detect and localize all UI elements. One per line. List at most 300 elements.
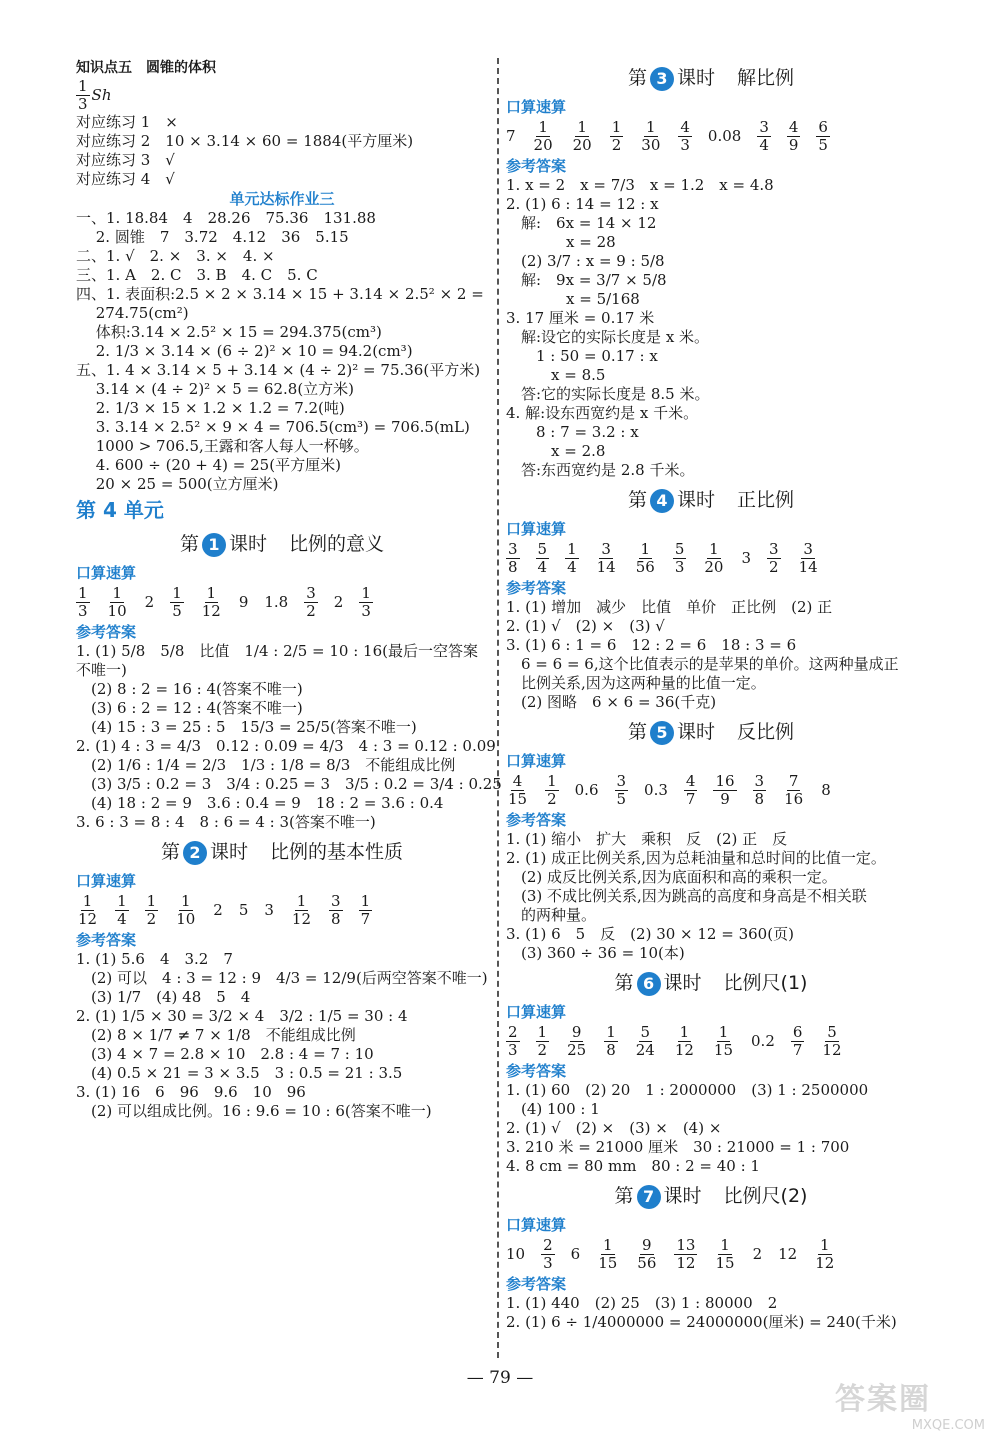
denominator: 2 — [547, 790, 557, 808]
oral-fraction — [813, 1237, 836, 1272]
denominator: 56 — [637, 1254, 657, 1272]
answer-line: x = 2.8 — [506, 442, 606, 460]
answer-line: 1. (1) 缩小 扩大 乘积 反 (2) 正 反 — [506, 830, 788, 848]
left-lessons — [76, 528, 502, 1121]
numerator: 4 — [788, 118, 799, 136]
numerator: 1 — [537, 1023, 548, 1041]
numerator: 1 — [640, 540, 651, 558]
numerator: 3 — [508, 540, 518, 558]
denominator: 56 — [635, 558, 655, 576]
oral-value: 2 — [213, 901, 223, 919]
denominator: 7 — [792, 1041, 803, 1059]
oral-fraction — [713, 1237, 736, 1272]
answer-line: 6 = 6 = 6,这个比值表示的是苹果的单价。这两种量成正 — [506, 655, 899, 673]
unit-test-answers — [76, 209, 488, 494]
numerator: 1 — [112, 584, 122, 602]
oral-fraction — [596, 1237, 619, 1272]
numerator: 1 — [709, 540, 719, 558]
oral-fraction — [797, 541, 820, 576]
answer-line: 一、1. 18.84 4 28.26 75.36 131.88 — [76, 209, 376, 227]
lesson-unit-word: 课时 — [676, 489, 715, 511]
watermark-logo: 答案圈 MXQE.COM — [835, 1382, 985, 1433]
answer-line: 3. (1) 6 : 1 = 6 12 : 2 = 6 18 : 3 = 6 — [506, 636, 797, 654]
numerator: 5 — [537, 540, 548, 558]
answer-line: 不唯一) — [76, 661, 127, 679]
oral-value: 2 — [752, 1245, 763, 1263]
numerator: 4 — [680, 118, 690, 136]
denominator: 2 — [611, 136, 622, 154]
numerator: 1 — [567, 540, 577, 558]
lesson-header — [506, 62, 916, 94]
volume-formula: 1 3 Sh — [78, 77, 112, 113]
answer-line: (3) 不成比例关系,因为跳高的高度和身高是不相关联 — [506, 887, 867, 905]
numerator: 1 — [361, 584, 371, 602]
oral-fraction — [782, 773, 805, 808]
lesson-number-badge: 7 — [637, 1185, 661, 1209]
lesson-unit-word: 课时 — [663, 972, 702, 994]
numerator: 3 — [331, 892, 341, 910]
lesson-prefix: 第 — [627, 489, 647, 511]
answer-line: (3) 4 × 7 = 2.8 × 10 2.8 : 4 = 7 : 10 — [76, 1045, 374, 1063]
numerator: 3 — [306, 584, 316, 602]
denominator: 12 — [676, 1254, 696, 1272]
denominator: 5 — [172, 602, 182, 620]
oral-value: 0.6 — [574, 781, 599, 799]
answer-line: 4. 解:设东西宽约是 x 千米。 — [506, 404, 699, 422]
numerator: 3 — [754, 772, 765, 790]
answer-label: 参考答案 — [506, 811, 567, 829]
oral-fraction — [571, 119, 594, 154]
answer-line: 2. (1) 6 ÷ 1/4000000 = 24000000(厘米) = 240(千米) — [506, 1313, 897, 1331]
denominator: 4 — [117, 910, 127, 928]
denominator: 4 — [759, 136, 769, 154]
answer-line: (2) 成反比例关系,因为底面积和高的乘积一定。 — [506, 868, 837, 886]
answer-line: 解: 6x = 14 × 12 — [506, 214, 657, 232]
answer-line: 的两种量。 — [506, 906, 597, 924]
lesson-number-badge: 2 — [183, 841, 207, 865]
oral-fraction — [506, 1024, 520, 1059]
lesson-header — [506, 967, 916, 999]
denominator: 5 — [818, 136, 828, 154]
lesson-prefix: 第 — [627, 721, 647, 743]
answer-label: 参考答案 — [506, 1062, 567, 1080]
numerator: 1 — [646, 118, 656, 136]
oral-value: 0.2 — [751, 1032, 775, 1050]
left-column — [76, 58, 502, 1121]
denominator: 7 — [360, 910, 371, 928]
oral-fraction — [595, 541, 618, 576]
answer-line: 2. 1/3 × 15 × 1.2 × 1.2 = 7.2(吨) — [76, 399, 345, 417]
oral-fraction — [532, 119, 555, 154]
numerator: 4 — [512, 772, 523, 790]
numerator: 2 — [543, 1236, 553, 1254]
answer-line: 8 : 7 = 3.2 : x — [506, 423, 639, 441]
answer-block — [506, 830, 916, 963]
answer-line: 1. (1) 5.6 4 3.2 7 — [76, 950, 233, 968]
denominator: 20 — [533, 136, 553, 154]
numerator: 9 — [571, 1023, 582, 1041]
answer-line: (4) 18 : 2 = 9 3.6 : 0.4 = 9 18 : 2 = 3.6 : 0.4 — [76, 794, 444, 812]
denominator: 3 — [361, 602, 371, 620]
denominator: 12 — [815, 1254, 835, 1272]
lesson-header — [76, 528, 488, 560]
lesson-unit-word: 课时 — [228, 533, 267, 555]
answer-line: 2. (1) 1/5 × 30 = 3/2 × 4 3/2 : 1/5 = 30 : 4 — [76, 1007, 408, 1025]
oral-calc-label: 口算速算 — [506, 1003, 567, 1021]
lesson-prefix: 第 — [627, 67, 647, 89]
denominator: 8 — [331, 910, 341, 928]
answer-line: 3. 3.14 × 2.5² × 9 × 4 = 706.5(cm³) = 706.5(mL) — [76, 418, 470, 436]
right-column — [506, 58, 916, 1332]
numerator: 1 — [206, 584, 217, 602]
lesson-number-badge: 3 — [650, 67, 674, 91]
answer-line: (2) 1/6 : 1/4 = 2/3 1/3 : 1/8 = 8/3 不能组成比例 — [76, 756, 456, 774]
oral-fraction — [536, 541, 550, 576]
answer-line: (3) 6 : 2 = 12 : 4(答案不唯一) — [76, 699, 303, 717]
answer-line: x = 5/168 — [506, 290, 640, 308]
oral-fraction — [639, 119, 662, 154]
oral-fraction — [290, 893, 313, 928]
answer-label: 参考答案 — [76, 623, 137, 641]
lesson-title: 比例的意义 — [289, 533, 385, 555]
oral-fraction — [767, 541, 781, 576]
answer-line: 2. 1/3 × 3.14 × (6 ÷ 2)² × 10 = 94.2(cm³) — [76, 342, 413, 360]
answer-line: 五、1. 4 × 3.14 × 5 + 3.14 × (4 ÷ 2)² = 75.36(平方米) — [76, 361, 481, 379]
answer-line: (3) 360 ÷ 36 = 10(本) — [506, 944, 685, 962]
answer-label: 参考答案 — [506, 157, 567, 175]
practice-list — [76, 113, 488, 189]
oral-fraction — [787, 119, 801, 154]
denominator: 9 — [720, 790, 730, 808]
answer-line: (3) 1/7 (4) 48 5 4 — [76, 988, 251, 1006]
numerator: 6 — [818, 118, 828, 136]
oral-calc-row — [76, 585, 488, 620]
practice-line: 对应练习 1 × — [76, 113, 178, 131]
lesson-unit-word: 课时 — [663, 1185, 702, 1207]
denominator: 2 — [537, 1041, 548, 1059]
oral-fraction — [702, 541, 725, 576]
denominator: 8 — [508, 558, 518, 576]
answer-line: 2. (1) 6 : 14 = 12 : x — [506, 195, 659, 213]
answer-line: 4. 8 cm = 80 mm 80 : 2 = 40 : 1 — [506, 1157, 760, 1175]
denominator: 4 — [537, 558, 548, 576]
answer-line: 三、1. A 2. C 3. B 4. C 5. C — [76, 266, 318, 284]
numerator: 7 — [788, 772, 799, 790]
oral-value: 0.3 — [644, 781, 668, 799]
practice-line: 对应练习 2 10 × 3.14 × 60 = 1884(平方厘米) — [76, 132, 414, 150]
answer-line: 答:东西宽约是 2.8 千米。 — [506, 461, 695, 479]
oral-fraction — [820, 1024, 843, 1059]
answer-block — [506, 598, 916, 712]
answer-block — [76, 642, 502, 832]
column-divider — [497, 58, 499, 1358]
answer-label: 参考答案 — [506, 579, 567, 597]
denominator: 2 — [146, 910, 157, 928]
numerator: 3 — [616, 772, 627, 790]
answer-line: 2. (1) √ (2) × (3) √ — [506, 617, 665, 635]
right-lessons — [506, 62, 916, 1332]
answer-line: 1. (1) 增加 减少 比值 单价 正比例 (2) 正 — [506, 598, 833, 616]
lesson-header — [506, 1180, 916, 1212]
answer-line: 解:设它的实际长度是 x 米。 — [506, 328, 710, 346]
oral-fraction — [536, 1024, 550, 1059]
practice-line: 对应练习 4 √ — [76, 170, 175, 188]
oral-fraction — [615, 773, 629, 808]
practice-line: 对应练习 3 √ — [76, 151, 175, 169]
oral-calc-label: 口算速算 — [506, 752, 567, 770]
denominator: 25 — [567, 1041, 587, 1059]
numerator: 5 — [640, 1023, 651, 1041]
oral-calc-row — [506, 773, 916, 808]
answer-line: 解: 9x = 3/7 × 5/8 — [506, 271, 667, 289]
numerator: 3 — [803, 540, 813, 558]
denominator: 20 — [572, 136, 592, 154]
denominator: 15 — [713, 1041, 734, 1059]
denominator: 12 — [201, 602, 221, 620]
numerator: 1 — [606, 1023, 616, 1041]
oral-fraction — [506, 773, 529, 808]
denominator: 4 — [567, 558, 577, 576]
lesson-number-badge: 1 — [202, 533, 226, 557]
oral-value: 3 — [264, 901, 274, 919]
lesson-title: 反比例 — [737, 721, 795, 743]
oral-fraction — [712, 1024, 735, 1059]
lesson-number-badge: 5 — [650, 721, 674, 745]
denominator: 16 — [784, 790, 804, 808]
answer-line: 1 : 50 = 0.17 : x — [506, 347, 658, 365]
oral-value: 0.08 — [707, 127, 742, 145]
numerator: 5 — [674, 540, 685, 558]
oral-value: 6 — [570, 1245, 581, 1263]
answer-line: 四、1. 表面积:2.5 × 2 × 3.14 × 15 + 3.14 × 2.5² × 2 = — [76, 285, 484, 303]
answer-line: (4) 15 : 3 = 25 : 5 15/3 = 25/5(答案不唯一) — [76, 718, 417, 736]
numerator: 1 — [360, 892, 371, 910]
answer-line: 4. 600 ÷ (20 + 4) = 25(平方厘米) — [76, 456, 341, 474]
oral-calc-label: 口算速算 — [506, 520, 567, 538]
oral-fraction — [76, 585, 90, 620]
numerator: 1 — [146, 892, 157, 910]
denominator: 12 — [674, 1041, 694, 1059]
oral-value: 12 — [778, 1245, 798, 1263]
answer-line: (2) 8 : 2 = 16 : 4(答案不唯一) — [76, 680, 303, 698]
answer-line: 1000 > 706.5,王露和客人每人一杯够。 — [76, 437, 369, 455]
unit-test-title: 单元达标作业三 — [229, 190, 335, 208]
answer-line: (2) 3/7 : x = 9 : 5/8 — [506, 252, 665, 270]
denominator: 15 — [508, 790, 528, 808]
lesson-unit-word: 课时 — [676, 67, 715, 89]
numerator: 1 — [720, 1236, 730, 1254]
oral-calc-row — [506, 1024, 916, 1059]
oral-fraction — [635, 1237, 658, 1272]
numerator: 3 — [769, 540, 779, 558]
oral-fraction — [791, 1024, 805, 1059]
oral-calc-label: 口算速算 — [76, 564, 137, 582]
answer-line: 20 × 25 = 500(立方厘米) — [76, 475, 279, 493]
answer-block — [506, 176, 916, 480]
oral-fraction — [604, 1024, 618, 1059]
answer-line: 比例关系,因为这两种量的比值一定。 — [506, 674, 766, 692]
oral-fraction — [76, 893, 99, 928]
denominator: 12 — [291, 910, 312, 928]
denominator: 14 — [596, 558, 616, 576]
oral-fraction — [757, 119, 771, 154]
topic-title: 知识点五 圆锥的体积 — [76, 60, 216, 76]
numerator: 16 — [715, 772, 735, 790]
oral-fraction — [753, 773, 767, 808]
oral-fraction — [545, 773, 559, 808]
numerator: 6 — [792, 1023, 803, 1041]
oral-calc-label: 口算速算 — [506, 98, 567, 116]
answer-label: 参考答案 — [506, 1275, 567, 1293]
unit-title: 第 4 单元 — [76, 498, 164, 522]
numerator: 1 — [296, 892, 307, 910]
denominator: 10 — [107, 602, 127, 620]
answer-line: 1. x = 2 x = 7/3 x = 1.2 x = 4.8 — [506, 176, 774, 194]
answer-line: 3. (1) 6 5 反 (2) 30 × 12 = 360(页) — [506, 925, 794, 943]
oral-fraction — [359, 585, 373, 620]
numerator: 1 — [172, 584, 182, 602]
oral-fraction — [200, 585, 223, 620]
lesson-header — [506, 716, 916, 748]
oral-fraction — [506, 541, 520, 576]
denominator: 15 — [598, 1254, 618, 1272]
denominator: 3 — [78, 602, 88, 620]
answer-line: 二、1. √ 2. × 3. × 4. × — [76, 247, 275, 265]
answer-block — [76, 950, 488, 1121]
answer-block — [506, 1081, 916, 1176]
answer-line: 3. 17 厘米 = 0.17 米 — [506, 309, 655, 327]
oral-value: 2 — [333, 593, 344, 611]
oral-fraction — [541, 1237, 555, 1272]
answer-line: 2. (1) 4 : 3 = 4/3 0.12 : 0.09 = 4/3 4 : 3 = 0.12 : 0.09 — [76, 737, 496, 755]
oral-calc-label: 口算速算 — [506, 1216, 567, 1234]
denominator: 20 — [704, 558, 724, 576]
answer-line: 3.14 × (4 ÷ 2)² × 5 = 62.8(立方米) — [76, 380, 355, 398]
numerator: 9 — [642, 1236, 652, 1254]
page-number: — 79 — — [466, 1368, 534, 1388]
denominator: 12 — [78, 910, 98, 928]
oral-fraction — [145, 893, 159, 928]
lesson-title: 比例尺(2) — [723, 1185, 808, 1207]
oral-fraction — [106, 585, 129, 620]
oral-fraction — [678, 119, 692, 154]
answer-line: (2) 8 × 1/7 ≠ 7 × 1/8 不能组成比例 — [76, 1026, 356, 1044]
answer-line: x = 28 — [506, 233, 616, 251]
denominator: 3 — [680, 136, 690, 154]
lesson-unit-word: 课时 — [209, 841, 248, 863]
denominator: 5 — [616, 790, 627, 808]
lesson-header — [76, 836, 488, 868]
numerator: 1 — [117, 892, 127, 910]
denominator: 3 — [508, 1041, 518, 1059]
answer-line: x = 8.5 — [506, 366, 606, 384]
oral-value: 5 — [238, 901, 249, 919]
oral-value: 10 — [506, 1245, 526, 1263]
numerator: 1 — [718, 1023, 729, 1041]
numerator: 13 — [676, 1236, 696, 1254]
oral-fraction — [329, 893, 343, 928]
oral-fraction — [304, 585, 318, 620]
denominator: 2 — [306, 602, 316, 620]
numerator: 1 — [679, 1023, 690, 1041]
denominator: 24 — [635, 1041, 655, 1059]
answer-line: 3. 6 : 3 = 8 : 4 8 : 6 = 4 : 3(答案不唯一) — [76, 813, 376, 831]
lesson-title: 比例的基本性质 — [270, 841, 404, 863]
denominator: 3 — [543, 1254, 553, 1272]
answer-line: (4) 100 : 1 — [506, 1100, 600, 1118]
answer-line: 1. (1) 5/8 5/8 比值 1/4 : 2/5 = 10 : 16(最后一空答案 — [76, 642, 478, 660]
denominator: 10 — [176, 910, 196, 928]
numerator: 1 — [611, 118, 622, 136]
numerator: 1 — [180, 892, 191, 910]
oral-value: 3 — [741, 549, 752, 567]
numerator: 3 — [601, 540, 611, 558]
oral-fraction — [674, 1237, 697, 1272]
oral-value: 2 — [144, 593, 155, 611]
numerator: 1 — [547, 772, 557, 790]
lesson-number-badge: 4 — [650, 489, 674, 513]
oral-fraction — [359, 893, 373, 928]
denominator: 14 — [798, 558, 818, 576]
oral-value: 7 — [506, 127, 516, 145]
numerator: 1 — [82, 892, 93, 910]
answer-line: 1. (1) 60 (2) 20 1 : 2000000 (3) 1 : 2500000 — [506, 1081, 869, 1099]
answer-line: 2. (1) 成正比例关系,因为总耗油量和总时间的比值一定。 — [506, 849, 886, 867]
oral-value: 1.8 — [264, 593, 289, 611]
denominator: 8 — [754, 790, 765, 808]
answer-line: 274.75(cm²) — [76, 304, 189, 322]
numerator: 1 — [577, 118, 587, 136]
oral-fraction — [713, 773, 736, 808]
denominator: 12 — [822, 1041, 842, 1059]
answer-line: 3. 210 米 = 21000 厘米 30 : 21000 = 1 : 700 — [506, 1138, 850, 1156]
numerator: 5 — [827, 1023, 837, 1041]
oral-fraction — [170, 585, 184, 620]
numerator: 4 — [685, 772, 696, 790]
denominator: 2 — [769, 558, 779, 576]
answer-line: 2. 圆锥 7 3.72 4.12 36 5.15 — [76, 228, 349, 246]
numerator: 3 — [759, 118, 769, 136]
numerator: 2 — [508, 1023, 518, 1041]
oral-value: 8 — [821, 781, 831, 799]
oral-fraction — [634, 1024, 657, 1059]
denominator: 15 — [715, 1254, 735, 1272]
lesson-prefix: 第 — [160, 841, 180, 863]
lesson-number-badge: 6 — [637, 972, 661, 996]
oral-calc-label: 口算速算 — [76, 872, 137, 890]
lesson-prefix: 第 — [179, 533, 199, 555]
answer-line: 答:它的实际长度是 8.5 米。 — [506, 385, 710, 403]
numerator: 1 — [602, 1236, 613, 1254]
oral-calc-row — [506, 541, 916, 576]
oral-fraction — [684, 773, 698, 808]
oral-fraction — [610, 119, 624, 154]
lesson-prefix: 第 — [614, 972, 634, 994]
oral-fraction — [174, 893, 197, 928]
oral-fraction — [673, 1024, 696, 1059]
oral-fraction — [816, 119, 830, 154]
answer-line: (3) 3/5 : 0.2 = 3 3/4 : 0.25 = 3 3/5 : 0.2 = 3/4 : 0.25 — [76, 775, 502, 793]
answer-label: 参考答案 — [76, 931, 137, 949]
denominator: 7 — [685, 790, 696, 808]
lesson-prefix: 第 — [614, 1185, 634, 1207]
answer-block — [506, 1294, 916, 1332]
lesson-unit-word: 课时 — [676, 721, 715, 743]
answer-line: 2. (1) √ (2) × (3) × (4) × — [506, 1119, 722, 1137]
lesson-header — [506, 484, 916, 516]
denominator: 30 — [641, 136, 661, 154]
oral-value: 9 — [238, 593, 249, 611]
